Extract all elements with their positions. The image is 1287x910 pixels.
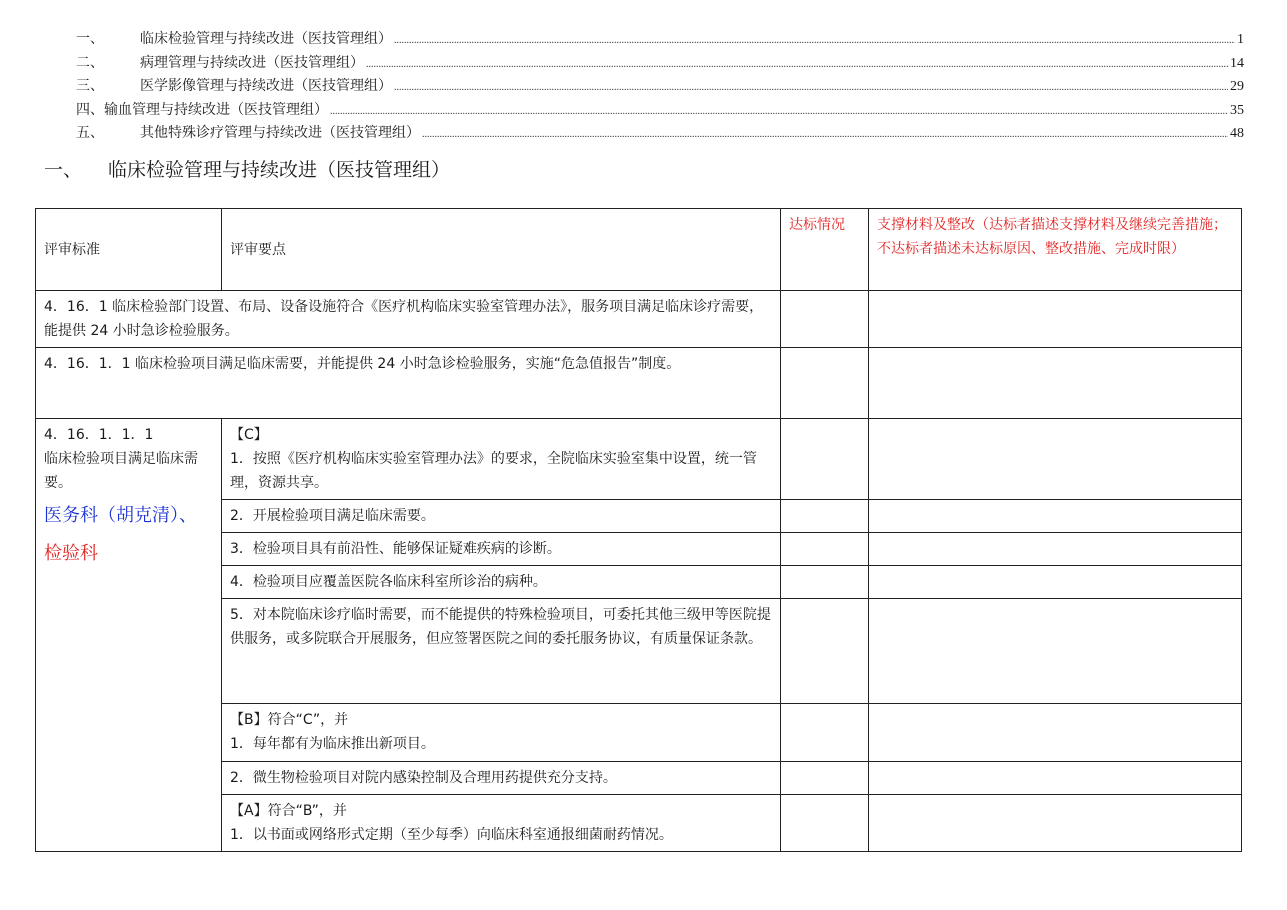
- toc-leader-dots: [330, 100, 1228, 124]
- key-point-c-1: [222, 419, 781, 500]
- header-support-materials: 支撑材料及整改（达标者描述支撑材料及继续完善措施；不达标者描述未达标原因、整改措施、完成时限）: [869, 209, 1242, 291]
- key-point-b-1: [222, 704, 781, 762]
- status-cell[interactable]: [781, 419, 869, 500]
- toc-entry[interactable]: [76, 52, 1244, 76]
- toc-page-number: 14: [1230, 55, 1244, 71]
- responsible-dept-medical: 医务科（胡克清）、: [44, 505, 197, 526]
- table-row: [36, 348, 1242, 419]
- support-cell[interactable]: [869, 599, 1242, 704]
- item-id: 4．16．1．1．1: [44, 427, 154, 443]
- status-cell[interactable]: [781, 566, 869, 599]
- toc-leader-dots: [394, 76, 1228, 100]
- support-cell[interactable]: [869, 566, 1242, 599]
- toc-entry[interactable]: [76, 99, 1244, 123]
- toc-number: 五、: [76, 125, 104, 141]
- toc-title: 其他特殊诊疗管理与持续改进（医技管理组）: [140, 125, 420, 141]
- toc-title: 输血管理与持续改进（医技管理组）: [104, 101, 328, 118]
- standard-4-16-1-1-1: [36, 419, 222, 852]
- status-cell[interactable]: [781, 599, 869, 704]
- toc-leader-dots: [394, 29, 1235, 53]
- toc-page-number: 1: [1237, 32, 1244, 47]
- key-point-c-4: 4．检验项目应覆盖医院各临床科室所诊治的病种。: [222, 566, 781, 599]
- table-header-row: [36, 209, 1242, 291]
- support-cell[interactable]: [869, 291, 1242, 348]
- support-cell[interactable]: [869, 419, 1242, 500]
- item-title: 临床检验项目满足临床需要。: [44, 451, 198, 491]
- toc-number: 二、: [76, 54, 104, 71]
- toc-number: 三、: [76, 78, 104, 94]
- grade-c-label: 【C】: [230, 427, 268, 443]
- support-cell[interactable]: [869, 533, 1242, 566]
- status-cell[interactable]: [781, 795, 869, 852]
- support-cell[interactable]: [869, 795, 1242, 852]
- toc-leader-dots: [366, 53, 1228, 77]
- toc-entry[interactable]: [76, 122, 1244, 146]
- responsible-dept-lab: 检验科: [44, 543, 98, 564]
- toc-title: 医学影像管理与持续改进（医技管理组）: [140, 78, 392, 94]
- grade-a-label: 【A】符合“B”，并: [230, 803, 347, 819]
- toc-page-number: 35: [1230, 102, 1244, 118]
- key-point-a-1: [222, 795, 781, 852]
- key-point-text: 1．按照《医疗机构临床实验室管理办法》的要求，全院临床实验室集中设置，统一管理，资源共享。: [230, 451, 757, 491]
- key-point-text: 1．以书面或网络形式定期（至少每季）向临床科室通报细菌耐药情况。: [230, 827, 673, 843]
- support-cell[interactable]: [869, 500, 1242, 533]
- status-cell[interactable]: [781, 704, 869, 762]
- table-row: [36, 291, 1242, 348]
- table-of-contents: [76, 28, 1244, 146]
- toc-number: 四、: [76, 101, 104, 118]
- status-cell[interactable]: [781, 291, 869, 348]
- header-standard: 评审标准: [36, 209, 222, 291]
- key-point-c-3: 3．检验项目具有前沿性、能够保证疑难疾病的诊断。: [222, 533, 781, 566]
- toc-entry[interactable]: [76, 75, 1244, 99]
- key-point-c-5: 5．对本院临床诊疗临时需要，而不能提供的特殊检验项目，可委托其他三级甲等医院提供服务，或多院联合开展服务，但应签署医院之间的委托服务协议，有质量保证条款。: [222, 599, 781, 704]
- section-number: 一、: [44, 159, 83, 181]
- toc-entry[interactable]: [76, 28, 1244, 52]
- key-point-c-2: 2．开展检验项目满足临床需要。: [222, 500, 781, 533]
- status-cell[interactable]: [781, 500, 869, 533]
- toc-title: 临床检验管理与持续改进（医技管理组）: [140, 31, 392, 47]
- toc-title: 病理管理与持续改进（医技管理组）: [140, 54, 364, 71]
- status-cell[interactable]: [781, 762, 869, 795]
- standard-4-16-1: 4．16．1 临床检验部门设置、布局、设备设施符合《医疗机构临床实验室管理办法》，服务项目满足临床诊疗需要，能提供 24 小时急诊检验服务。: [36, 291, 781, 348]
- toc-number: 一、: [76, 31, 104, 47]
- toc-leader-dots: [422, 123, 1228, 147]
- standard-4-16-1-1: 4．16．1．1 临床检验项目满足临床需要，并能提供 24 小时急诊检验服务，实施“危急值报告”制度。: [36, 348, 781, 419]
- table-row: [36, 419, 1242, 500]
- toc-page-number: 48: [1230, 126, 1244, 141]
- review-standards-table: [35, 208, 1242, 852]
- support-cell[interactable]: [869, 704, 1242, 762]
- support-cell[interactable]: [869, 762, 1242, 795]
- header-status: 达标情况: [781, 209, 869, 291]
- status-cell[interactable]: [781, 348, 869, 419]
- toc-page-number: 29: [1230, 79, 1244, 94]
- key-point-b-2: 2．微生物检验项目对院内感染控制及合理用药提供充分支持。: [222, 762, 781, 795]
- support-cell[interactable]: [869, 348, 1242, 419]
- header-key-points: 评审要点: [222, 209, 781, 291]
- grade-b-label: 【B】符合“C”，并: [230, 712, 349, 728]
- section-title: 临床检验管理与持续改进（医技管理组）: [108, 159, 451, 181]
- status-cell[interactable]: [781, 533, 869, 566]
- key-point-text: 1．每年都有为临床推出新项目。: [230, 736, 435, 752]
- section-heading: [44, 155, 450, 185]
